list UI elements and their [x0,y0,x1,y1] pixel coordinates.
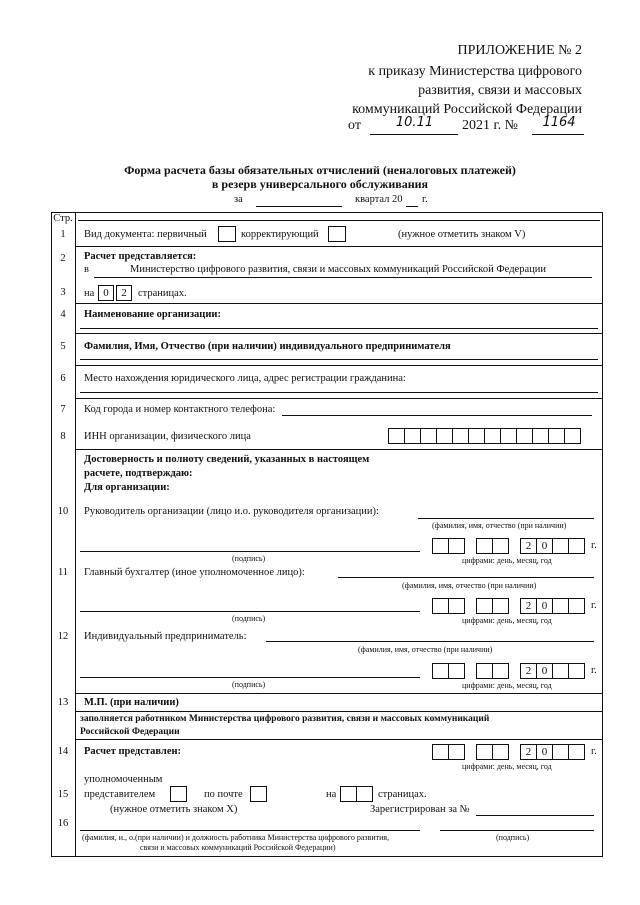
number-underline [532,134,584,135]
pages-count-cell[interactable] [356,786,373,802]
pages-suffix: страницах. [138,288,187,299]
row-separator-6 [76,398,602,399]
accountant-date-cell[interactable] [476,598,493,614]
submitted-to-prefix: в [84,264,89,275]
pages-count-suffix: страницах. [378,789,427,800]
pages-count-cell[interactable] [340,786,357,802]
row-number-3: 3 [60,287,66,298]
row-number-10: 10 [57,506,69,517]
head-year-cell[interactable] [568,538,585,554]
head-sign-line[interactable] [80,551,420,552]
inn-cell[interactable] [532,428,549,444]
registered-number-line[interactable] [476,815,594,816]
appendix-year: 2021 г. № [462,118,519,133]
recipient-org: Министерство цифрового развития, связи и массовых коммуникаций Российской Федерации [130,264,546,275]
submitted-date-cell[interactable] [448,744,465,760]
authorized-label-2: представителем [84,789,156,800]
row-number-12: 12 [57,631,69,642]
row-number-15: 15 [57,789,69,800]
appendix-line3: коммуникаций Российской Федерации [352,102,582,117]
submitted-to-label: Расчет представляется: [84,251,197,262]
employee-sign-hint: (подпись) [496,833,530,842]
entrepreneur-fio-line [80,359,598,360]
inn-cell[interactable] [452,428,469,444]
row-number-4: 4 [60,309,66,320]
confirm-line2: расчете, подтверждаю: [84,468,193,479]
entrepreneur-year-cell[interactable] [552,663,569,679]
inn-cell[interactable] [388,428,405,444]
str-label: Стр. [53,213,73,224]
phone-label: Код города и номер контактного телефона: [84,404,276,415]
head-date-cell[interactable] [448,538,465,554]
entrepreneur-date-cell[interactable] [432,663,449,679]
for-organization-label: Для организации: [84,482,170,493]
head-fio-line[interactable] [418,518,594,519]
inn-cell[interactable] [484,428,501,444]
period-quarter: квартал 20 [355,194,403,205]
inn-cell[interactable] [548,428,565,444]
head-year-cell[interactable] [552,538,569,554]
employee-hint-1: (фамилия, и., о.(при наличии) и должность работника Министерства цифрового развития, [82,833,390,842]
row-number-11: 11 [57,567,69,578]
submitted-label: Расчет представлен: [84,746,182,757]
doc-type-label: Вид документа: первичный [84,229,207,240]
submitted-year-cell[interactable] [552,744,569,760]
accountant-year-cell: 2 [520,598,537,614]
entrepreneur-sign-line[interactable] [80,677,420,678]
accountant-year-suffix: г. [591,600,597,611]
corrective-label: корректирующий [241,229,319,240]
row-number-1: 1 [60,229,66,240]
row-number-8: 8 [60,431,66,442]
employee-hint-2: связи и массовых коммуникаций Российской Федерации) [140,843,336,852]
accountant-date-hint: цифрами: день, месяц, год [462,616,552,625]
appendix-line2: развития, связи и массовых [418,83,582,98]
row-separator-note [76,739,602,740]
recipient-underline [94,277,592,278]
stamp-label: М.П. (при наличии) [84,697,179,708]
row-separator-4 [76,333,602,334]
entrepreneur-year-cell: 0 [536,663,553,679]
inn-cell[interactable] [564,428,581,444]
pages-prefix: на [84,288,95,299]
appendix-date: 10.11 [395,115,434,130]
row-number-13: 13 [57,697,69,708]
head-fio-hint: (фамилия, имя, отчество (при наличии) [432,521,567,530]
row-separator-13 [76,711,602,712]
entrepreneur-date-hint: цифрами: день, месяц, год [462,681,552,690]
by-mail-checkbox[interactable] [250,786,267,802]
accountant-sign-line[interactable] [80,611,420,612]
by-mail-label: по почте [204,789,243,800]
period-prefix: за [234,194,243,205]
corrective-checkbox[interactable] [328,226,346,242]
inn-label: ИНН организации, физического лица [84,431,251,442]
date-underline [370,134,458,135]
submitted-year-cell: 0 [536,744,553,760]
number-column-divider [75,212,76,857]
phone-line[interactable] [282,415,592,416]
entrepreneur-sign-hint: (подпись) [232,680,266,689]
appendix-date-prefix: от [348,118,361,133]
pages-digit-1: 0 [98,285,114,301]
registered-label: Зарегистрирован за № [370,804,470,815]
accountant-date-cell[interactable] [492,598,509,614]
accountant-label: Главный бухгалтер (иное уполномоченное лицо): [84,567,305,578]
period-suffix: г. [422,194,428,205]
inn-cell[interactable] [468,428,485,444]
entrepreneur-fio-label: Фамилия, Имя, Отчество (при наличии) индивидуального предпринимателя [84,341,451,352]
accountant-date-cell[interactable] [448,598,465,614]
head-year-suffix: г. [591,540,597,551]
entrepreneur-fio-sign-line[interactable] [266,641,594,642]
row-number-2: 2 [60,253,66,264]
head-year-cell: 0 [536,538,553,554]
entrepreneur-label: Индивидуальный предприниматель: [84,631,247,642]
submitted-date-cell[interactable] [476,744,493,760]
row-number-16: 16 [57,818,69,829]
row-number-6: 6 [60,373,66,384]
confirm-line1: Достоверность и полноту сведений, указанных в настоящем [84,454,370,465]
inn-cell[interactable] [404,428,421,444]
row-number-5: 5 [60,341,66,352]
accountant-fio-line[interactable] [338,577,594,578]
head-date-hint: цифрами: день, месяц, год [462,556,552,565]
inn-cells[interactable] [388,428,590,444]
mark-x-hint: (нужное отметить знаком Х) [110,804,238,815]
head-date-cell[interactable] [492,538,509,554]
submitted-year-cell[interactable] [568,744,585,760]
form-title: Форма расчета базы обязательных отчислений (неналоговых платежей) [124,163,516,177]
row-separator-8 [76,449,602,450]
submitted-date-cell[interactable] [432,744,449,760]
employee-sign-line[interactable] [440,830,594,831]
primary-checkbox[interactable] [218,226,236,242]
appendix-number: 1164 [542,115,576,130]
head-year-cell: 2 [520,538,537,554]
form-subtitle: в резерв универсального обслуживания [211,177,429,191]
employee-fio-line[interactable] [80,830,420,831]
authorized-checkbox[interactable] [170,786,187,802]
inn-cell[interactable] [516,428,533,444]
submitted-year-suffix: г. [591,746,597,757]
entrepreneur-date-cell[interactable] [476,663,493,679]
entrepreneur-date-cell[interactable] [448,663,465,679]
row-separator-3 [76,303,602,304]
accountant-fio-hint: (фамилия, имя, отчество (при наличии) [402,581,537,590]
organization-name-label: Наименование организации: [84,309,221,320]
entrepreneur-year-suffix: г. [591,665,597,676]
inn-cell[interactable] [420,428,437,444]
row-number-7: 7 [60,404,66,415]
row-separator-12 [76,693,602,694]
head-date-cell[interactable] [476,538,493,554]
head-sign-hint: (подпись) [232,554,266,563]
row-separator-5 [76,365,602,366]
entrepreneur-year-cell: 2 [520,663,537,679]
row-separator-1 [76,246,602,247]
entrepreneur-year-cell[interactable] [568,663,585,679]
submitted-year-cell: 2 [520,744,537,760]
accountant-year-cell: 0 [536,598,553,614]
appendix-title: ПРИЛОЖЕНИЕ № 2 [457,43,582,58]
accountant-year-cell[interactable] [552,598,569,614]
ministry-note-line2: Российской Федерации [80,727,180,737]
inn-cell[interactable] [500,428,517,444]
period-line [256,206,342,207]
head-label: Руководитель организации (лицо и.о. руководителя организации): [84,506,379,517]
address-label: Место нахождения юридического лица, адрес регистрации гражданина: [84,373,406,384]
accountant-sign-hint: (подпись) [232,614,266,623]
organization-name-line [80,328,598,329]
appendix-line1: к приказу Министерства цифрового [368,64,582,79]
head-date-cell[interactable] [432,538,449,554]
pages-digit-2: 2 [116,285,132,301]
submitted-date-hint: цифрами: день, месяц, год [462,762,552,771]
entrepreneur-fio-hint: (фамилия, имя, отчество (при наличии) [358,645,493,654]
row1-top-line [78,220,600,221]
address-line [80,392,598,393]
year-line [406,206,418,207]
doc-type-hint: (нужное отметить знаком V) [398,229,526,240]
pages-on-label: на [326,789,337,800]
inn-cell[interactable] [436,428,453,444]
authorized-label-1: уполномоченным [84,774,163,785]
ministry-note-line1: заполняется работником Министерства цифрового развития, связи и массовых коммуникаций [80,714,490,724]
accountant-date-cell[interactable] [432,598,449,614]
entrepreneur-date-cell[interactable] [492,663,509,679]
accountant-year-cell[interactable] [568,598,585,614]
submitted-date-cell[interactable] [492,744,509,760]
row-number-14: 14 [57,746,69,757]
